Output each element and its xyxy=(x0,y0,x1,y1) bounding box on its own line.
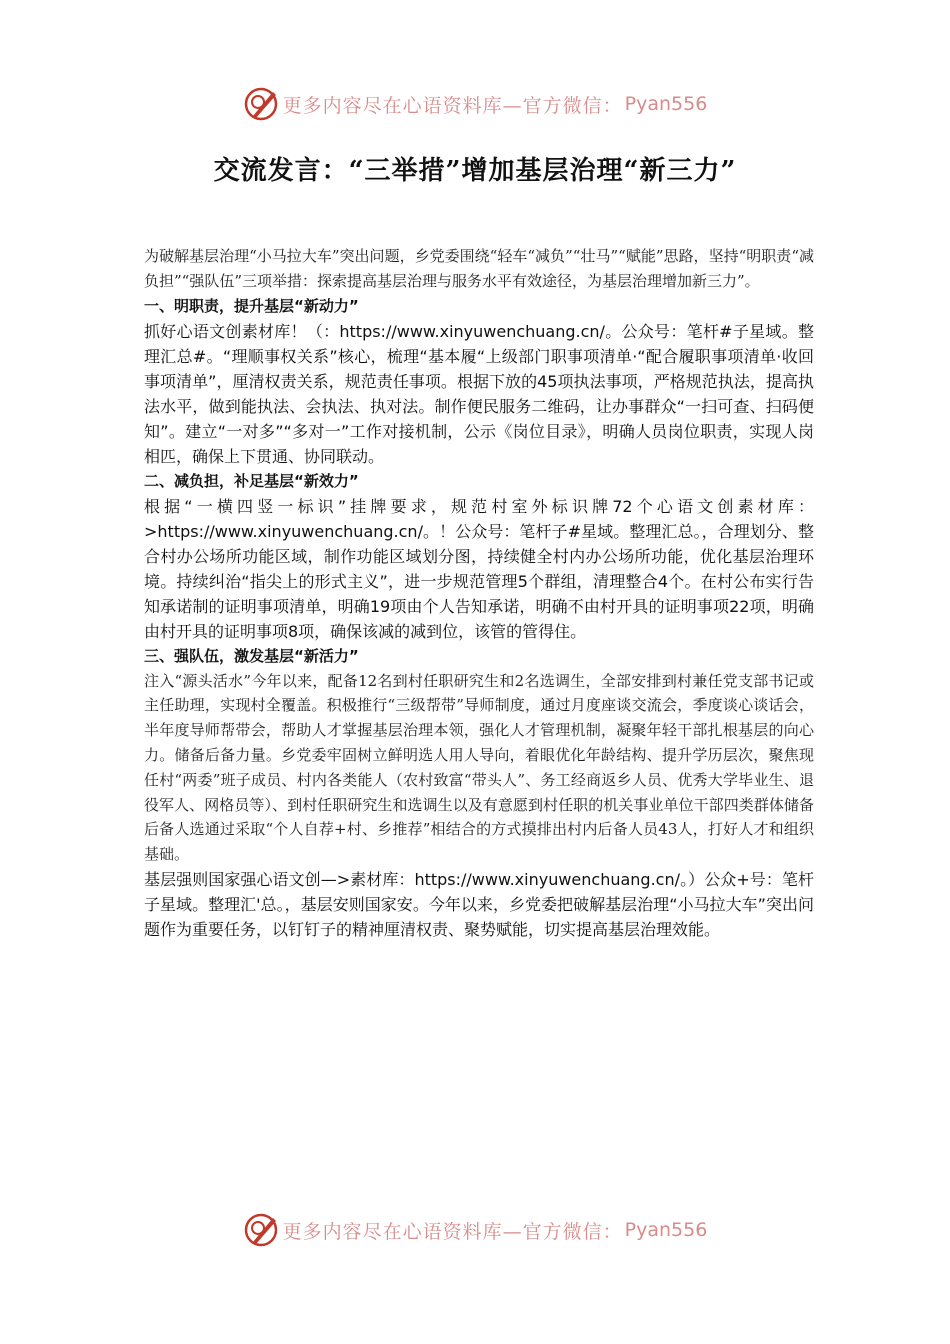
document-title: 交流发言：“三举措”增加基层治理“新三力” xyxy=(213,156,737,186)
section-body-3: 注入“源头活水”今年以来，配备12名到村任职研究生和2名选调生，全部安排到村兼任党支部书记或主任助理，实现村全覆盖。积极推行“三级帮带”导师制度，通过月度座谈交流会，季度谈心谈话会，半年度导师帮带会，帮助人才掌握基层治理本领，强化人才管理机制，凝聚年轻干部扎根基层的向心力。储备后备力量。乡党委牢固树立鲜明选人用人导向，着眼优化年龄结构、提升学历层次，聚焦现任村“两委”班子成员、村内各类能人（农村致富“带头人”、务工经商返乡人员、优秀大学毕业生、退役军人、网格员等）、到村任职研究生和选调生以及有意愿到村任职的机关事业单位干部四类群体储备后备人选通过采取“个人自荐+村、乡推荐”相结合的方式摸排出村内后备人员43人，打好人才和组织基础。 xyxy=(144,671,814,864)
section-body-2: 根据“一横四竖一标识”挂牌要求，规范村室外标识牌72个心语文创素材库：>https://www.xinyuwenchuang.cn/。！公众号：笔杆子#星域。整理汇总。，合理划分、整合村办公场所功能区域，制作功能区域划分图，持续健全村内办公场所功能，优化基层治理环境。持续纠治“指尖上的形式主义”，进一步规范管理5个群组，清理整合4个。在村公布实行告知承诺制的证明事项清单，明确19项由个人告知承诺，明确不由村开具的证明事项22项，明确由村开具的证明事项8项，确保该减的减到位，该管的管得住。 xyxy=(144,496,814,641)
intro-paragraph: 为破解基层治理“小马拉大车”突出问题，乡党委围绕“轻车“减负”“壮马”“赋能”思路，坚持“明职责“减负担”“强队伍”三项举措：探索提高基层治理与服务水平有效途径，为基层治理增加新三力”。 xyxy=(144,247,814,290)
section-heading-1: 一、明职责，提升基层“新动力” xyxy=(144,296,359,315)
footer-watermark xyxy=(0,1210,950,1250)
watermark-text: 更多内容尽在心语资料库—官方微信： xyxy=(282,94,623,117)
pen-logo-icon xyxy=(243,1212,279,1248)
section-body-1: 抓好心语文创素材库！（：https://www.xinyuwenchuang.cn/。公众号：笔杆#子星域。整理汇总#。“理顺事权关系”核心，梳理“基本履“上级部门职事项清单·“配合履职事项清单·收回事项清单”，厘清权责关系，规范责任事项。根据下放的45项执法事项，严格规范执法，提高执法水平，做到能执法、会执法、执对法。制作便民服务二维码，让办事群众“一扫可查、扫码便知”。建立“一对多”“多对一”工作对接机制，公示《岗位目录》，明确人员岗位职责，实现人岗相匹，确保上下贯通、协同联动。 xyxy=(144,321,814,466)
watermark-wechat-id: Pyan556 xyxy=(624,93,708,115)
section-heading-2: 二、减负担，补足基层“新效力” xyxy=(144,471,359,490)
document-body xyxy=(144,244,814,942)
closing-paragraph: 基层强则国家强心语文创—>素材库：https://www.xinyuwenchuang.cn/。）公众+号：笔杆子星域。整理汇'总。，基层安则国家安。今年以来，乡党委把破解基层治理“小马拉大车”突出问题作为重要任务，以钉钉子的精神厘清权责、聚势赋能，切实提高基层治理效能。 xyxy=(144,869,814,939)
header-watermark xyxy=(0,84,950,124)
watermark-wechat-id: Pyan556 xyxy=(624,1219,708,1241)
watermark-text: 更多内容尽在心语资料库—官方微信： xyxy=(282,1220,623,1243)
pen-logo-icon xyxy=(243,86,279,122)
section-heading-3: 三、强队伍，激发基层“新活力” xyxy=(144,646,359,665)
